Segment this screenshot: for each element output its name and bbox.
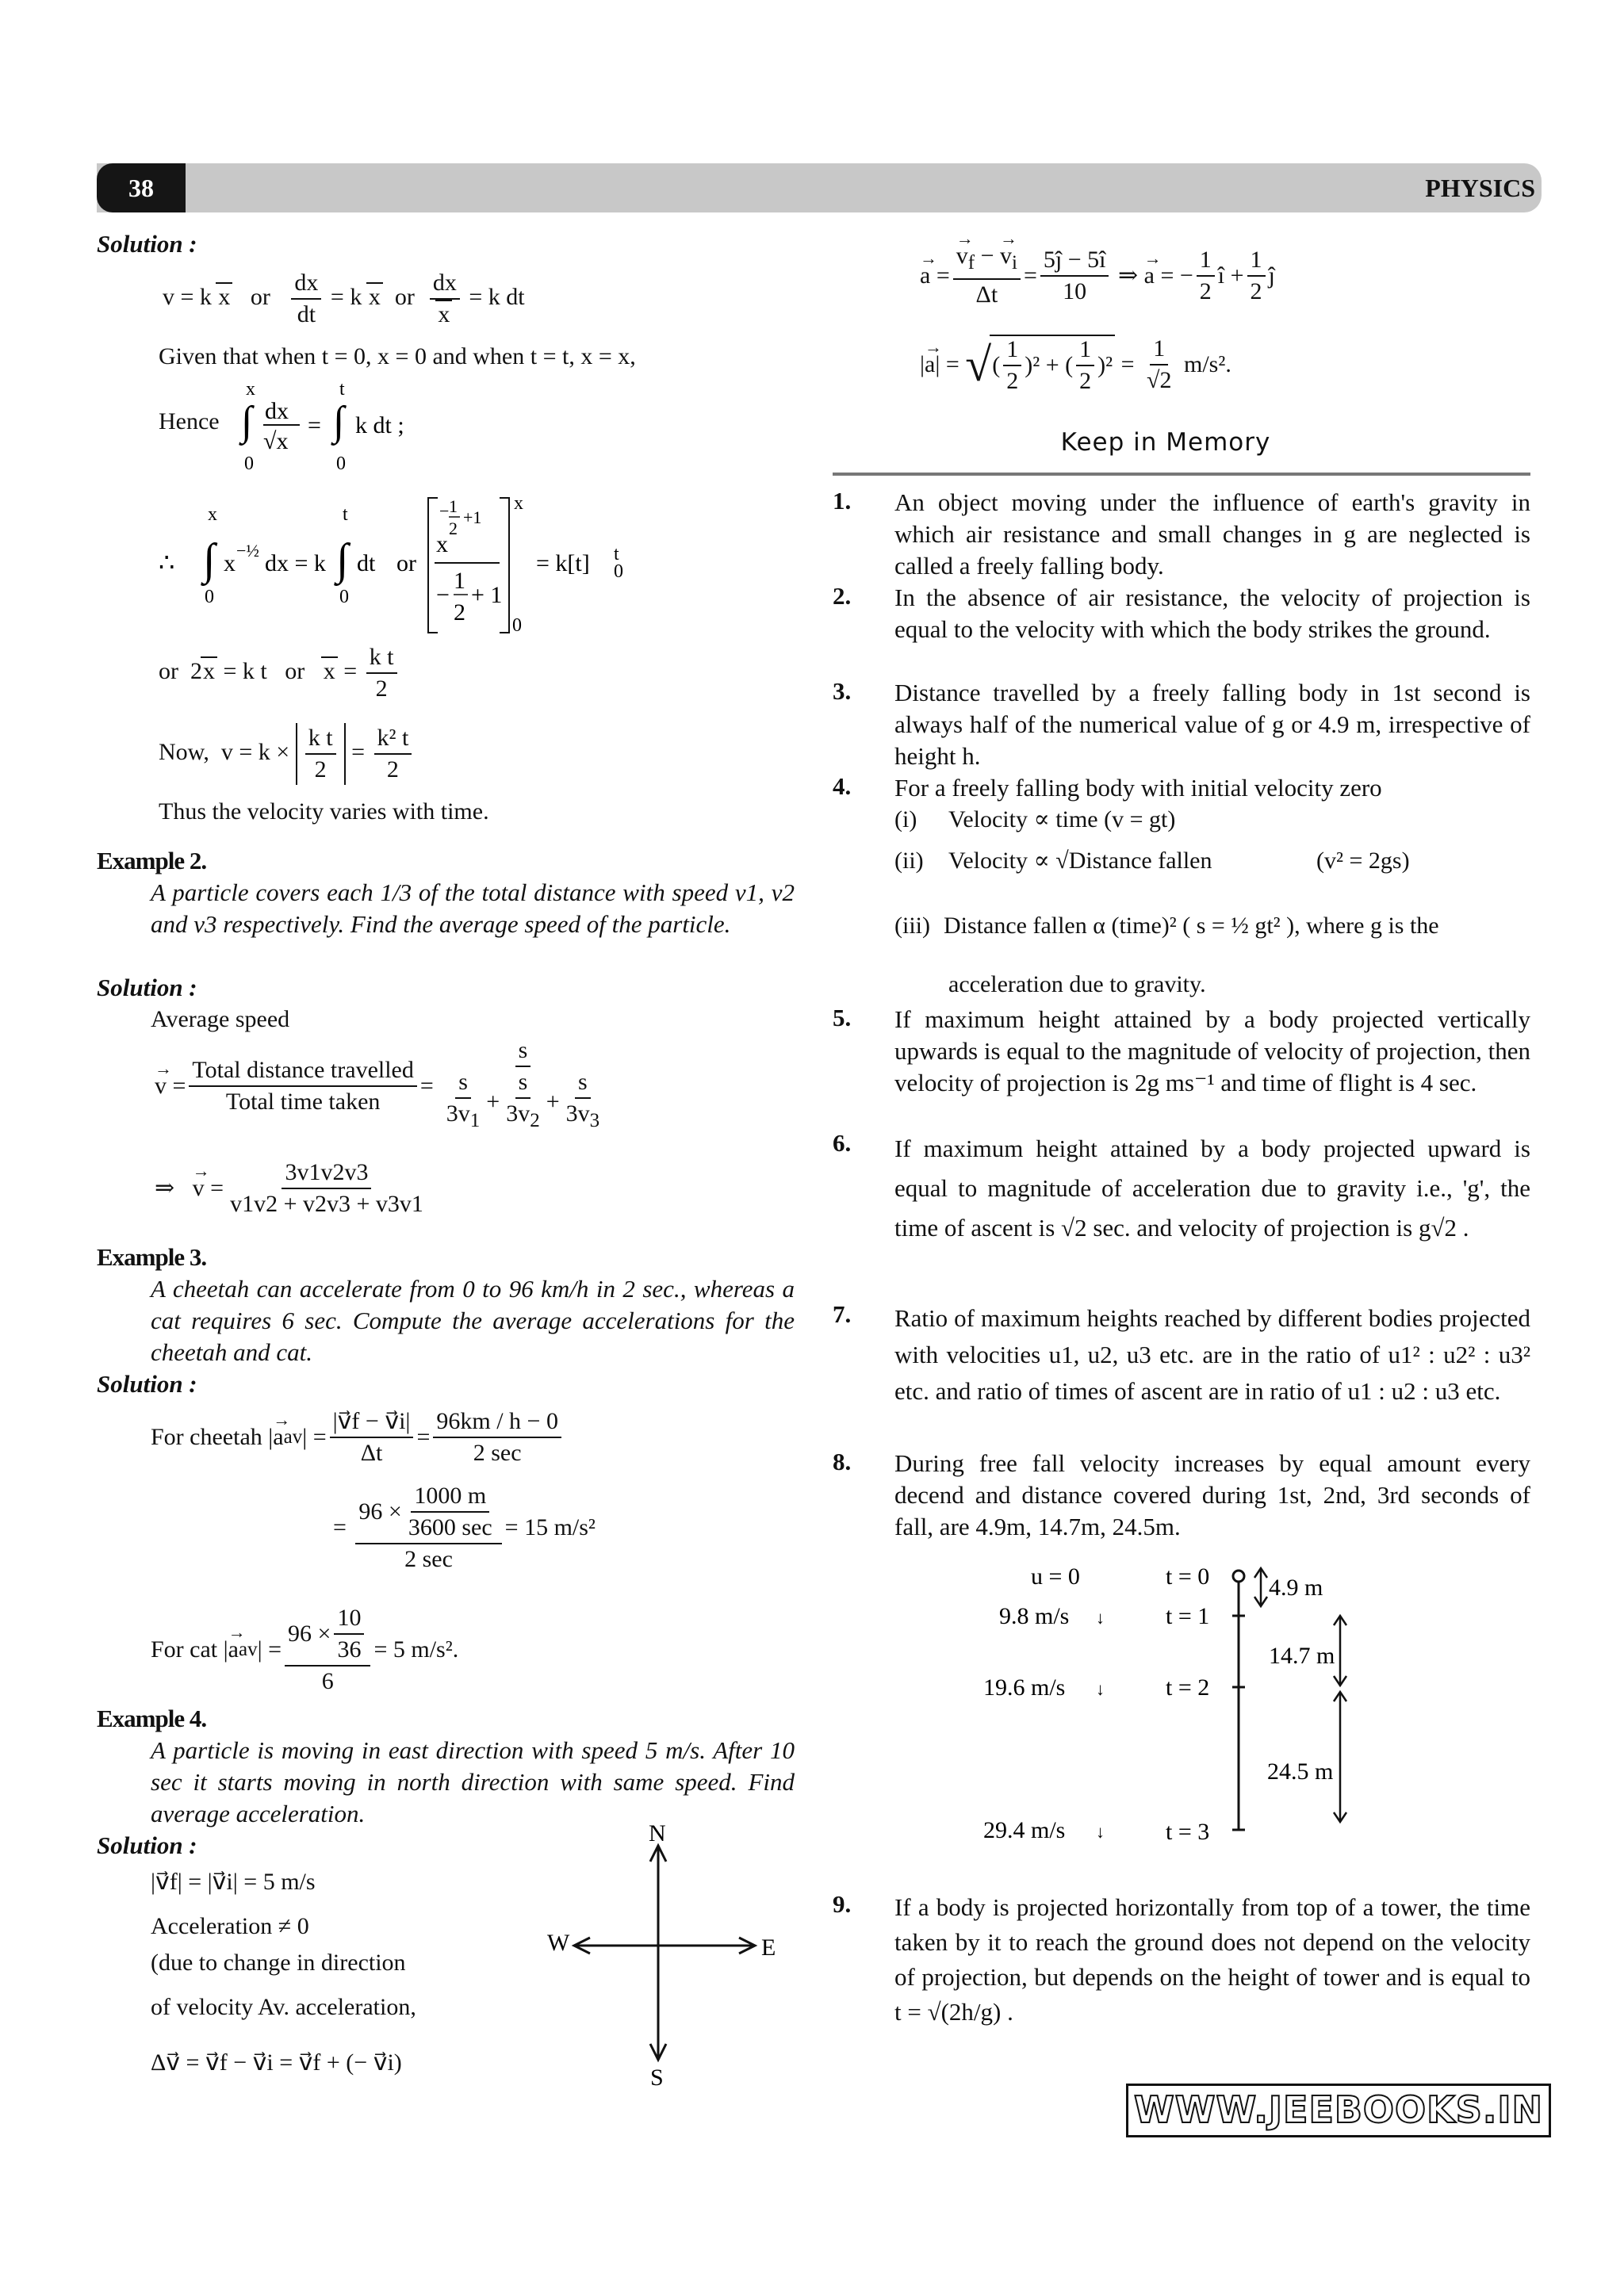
svg-text:↓: ↓: [1096, 1608, 1105, 1628]
velocity-label: 19.6 m/s: [983, 1674, 1066, 1701]
distance-label: 14.7 m: [1269, 1643, 1335, 1669]
example-2-solution-label: Solution :: [97, 974, 197, 1001]
svg-text:dx = k: dx = k: [265, 550, 326, 576]
svg-text:x: x: [224, 550, 236, 576]
velocity-label: 29.4 m/s: [983, 1817, 1066, 1843]
list-item: An object moving under the influence of earth's gravity in which air resistance and small changes in g are neglected is called a freely falling body.: [894, 488, 1530, 580]
example-3-solution-label: Solution :: [97, 1370, 197, 1398]
svg-text:2: 2: [454, 599, 465, 626]
svg-text:2: 2: [449, 519, 458, 538]
distance-label: 4.9 m: [1269, 1575, 1323, 1601]
svg-text:x: x: [514, 493, 523, 514]
acceleration-nonzero-line: Acceleration ≠ 0: [151, 1913, 309, 1939]
list-item: If maximum height attained by a body projected upward is equal to magnitude of acceleration due to gravity i.e., 'g', the time of ascent is √2 sec. and velocity of projection is g√2 .: [894, 1135, 1530, 1242]
average-speed-label: Average speed: [151, 1006, 290, 1032]
list-item: In the absence of air resistance, the velocity of projection is equal to the velocity with which the body strikes the ground.: [894, 584, 1530, 643]
svg-text:0: 0: [512, 615, 522, 634]
list-item: Distance travelled by a freely falling body in 1st second is always half of the numerical value of g or 4.9 m, irrespective of height h.: [894, 679, 1530, 770]
svg-text:or: or: [396, 550, 416, 576]
total-distance-text: Total distance travelled: [189, 1057, 416, 1087]
svg-text:∫: ∫: [203, 535, 216, 584]
velocity-conclusion: Thus the velocity varies with time.: [159, 798, 489, 825]
example-2-label: Example 2.: [97, 847, 207, 874]
cheetah-conversion-equation: = 96 × $\frac{1000 m}{3600 \sec}$ 2 sec = 15 m/s²: [333, 1483, 596, 1572]
example-4-text: A particle is moving in east direction with speed 5 m/s. After 10 sec it starts moving in north direction with same speed. Find average acceleration.: [151, 1736, 795, 1827]
list-item-number: 9.: [833, 1890, 852, 1918]
therefore-integral-equation: [159, 492, 650, 634]
sub-item-number: (ii): [894, 848, 924, 874]
example-3-text: A cheetah can accelerate from 0 to 96 km/h in 2 sec., whereas a cat requires 6 sec. Compute the average accelerations for the cheetah and cat.: [151, 1275, 795, 1366]
svg-text:+ 1: + 1: [471, 582, 503, 608]
average-speed-equation: → v = $\frac{\text{Total distance travelled}}{\text{Total time taken}}$ = s $\frac{s}{3v_1}$ + $\frac{s}{3v_2}$ + $\frac{s}{3v_3}$: [155, 1037, 612, 1135]
list-item: If maximum height attained by a body projected vertically upwards is equal to the magnitude of velocity of projection, then velocity of projection is 2g ms⁻¹ and time of flight is 4 sec.: [894, 1005, 1530, 1096]
header-bar: [97, 163, 1542, 212]
list-item: During free fall velocity increases by equal amount every decend and distance covered during 1st, 2nd, 3rd seconds of fall, are 4.9m, 14.7m, 24.5m.: [894, 1449, 1530, 1540]
time-label: t = 0: [1166, 1563, 1210, 1590]
example-4-solution-label: Solution :: [97, 1831, 197, 1859]
keep-in-memory-rule: [833, 473, 1530, 476]
example-3-label: Example 3.: [97, 1243, 207, 1271]
svg-text:= k[t]: = k[t]: [536, 550, 590, 576]
velocity-av-acceleration-line: of velocity Av. acceleration,: [151, 1994, 416, 2020]
svg-text:+1: +1: [463, 507, 482, 527]
sub-item: Distance fallen α (time)² ( s = ½ gt² ), where g is the: [944, 913, 1439, 939]
svg-text:dt: dt: [357, 550, 376, 576]
sub-item-number: (iii): [894, 913, 930, 939]
cat-acceleration-equation: For cat | → a av | = 96 × $\frac{10}{36}$ 6 = 5 m/s².: [151, 1605, 458, 1695]
svg-text:−½: −½: [236, 541, 259, 561]
svg-text:k dt ;: k dt ;: [355, 412, 404, 438]
watermark-logo: WWW.JEEBOOKS.IN: [1126, 2084, 1551, 2137]
svg-text:0: 0: [244, 453, 254, 474]
svg-text:x: x: [208, 504, 217, 525]
list-item: Ratio of maximum heights reached by different bodies projected with velocities u1, u2, u3 etc. are in the ratio of u1² : u2² : u3² etc. and ratio of times of ascent are in ratio of u1 : u2 : u3 etc.: [894, 1304, 1530, 1405]
compass-east: E: [761, 1934, 776, 1961]
hence-label: Hence: [159, 408, 220, 434]
list-item-number: 2.: [833, 582, 852, 610]
example-2-text: A particle covers each 1/3 of the total distance with speed v1, v2 and v3 respectively. Find the average speed of the particle.: [151, 878, 795, 938]
average-speed-result: ⇒ → v = $\frac{3v1v2v3}{v1v2 + v2v3 + v3v1}$: [155, 1159, 430, 1218]
sub-item: Velocity ∝ time (v = gt): [948, 806, 1176, 832]
acceleration-vector-equation: → a = → $\frac{v_f - \to v_i}{\Delta t}$ = $\frac{5ĵ - 5î}{10}$ ⇒ → a = − $\frac{1}{2}$ î + $\frac{1}{2}$ ĵ: [920, 243, 1275, 308]
page-number: 38: [97, 163, 186, 212]
list-item-number: 4.: [833, 772, 852, 800]
compass-west: W: [547, 1930, 570, 1956]
svg-text:x: x: [436, 531, 448, 557]
time-label: t = 3: [1166, 1819, 1210, 1845]
svg-text:↓: ↓: [1096, 1679, 1105, 1699]
svg-text:t: t: [614, 544, 619, 564]
now-v-equation: Now, v = k × $\frac{\text{k t}}{2}$ = $\frac{\text{k² t}}{2}$: [159, 723, 415, 785]
svg-text:∴: ∴: [159, 548, 175, 576]
solution-label: Solution :: [97, 230, 197, 258]
list-item-number: 3.: [833, 677, 852, 705]
svg-text:t: t: [343, 504, 348, 525]
svg-text:0: 0: [336, 453, 346, 474]
compass-south: S: [650, 2064, 664, 2090]
equation-v-equals-k-root-x: v = k x or $\frac{dx}{dt}$ = k x or $\frac{dx}{x}$ = k dt: [163, 270, 525, 327]
svg-text:−: −: [436, 582, 450, 608]
svg-text:0: 0: [339, 587, 349, 607]
cheetah-acceleration-equation: For cheetah | → a av | = $\frac{|v⃗f - v⃗i|}{\Delta t}$ = $\frac{96km / h - 0}{2 \sec}$: [151, 1408, 565, 1467]
sub-item-aside: (v² = 2gs): [1316, 848, 1410, 874]
total-time-text: Total time taken: [225, 1088, 381, 1115]
list-item: For a freely falling body with initial velocity zero: [894, 774, 1382, 802]
header-title: PHYSICS: [1425, 174, 1535, 202]
svg-text:∫: ∫: [333, 399, 345, 444]
free-fall-diagram: [975, 1560, 1388, 1846]
example-4-label: Example 4.: [97, 1705, 207, 1732]
list-item-number: 7.: [833, 1300, 852, 1328]
velocity-label: 9.8 m/s: [999, 1603, 1070, 1629]
time-label: t = 2: [1166, 1674, 1210, 1701]
compass-diagram: [523, 1820, 793, 2090]
list-item: If a body is projected horizontally from top of a tower, the time taken by it to reach the ground does not depend on the velocity of projection, but depends on the height of tower and is equal to t = √(2h/g) .: [894, 1893, 1530, 2026]
svg-text:−: −: [439, 501, 450, 521]
svg-text:↓: ↓: [1096, 1822, 1105, 1842]
svg-text:t: t: [339, 379, 345, 400]
svg-text:x: x: [246, 379, 255, 400]
svg-text:∫: ∫: [241, 399, 253, 444]
distance-label: 24.5 m: [1267, 1758, 1334, 1785]
delta-v-equation: Δv⃗ = v⃗f − v⃗i = v⃗f + (− v⃗i): [151, 2049, 402, 2076]
list-item-number: 8.: [833, 1448, 852, 1475]
velocity-magnitude-line: |v⃗f| = |v⃗i| = 5 m/s: [151, 1869, 316, 1895]
svg-text:dx: dx: [265, 398, 289, 424]
svg-text:0: 0: [205, 587, 214, 607]
sub-item-continuation: acceleration due to gravity.: [948, 971, 1206, 997]
compass-north: N: [649, 1820, 666, 1846]
hence-integral-equation: [238, 373, 460, 476]
sub-item-number: (i): [894, 806, 917, 832]
or-2-root-x-equation: or 2x = k t or x = $\frac{\text{k t}}{2}$: [159, 644, 400, 702]
svg-text:1: 1: [454, 568, 465, 594]
svg-text:1: 1: [449, 496, 458, 516]
svg-text:0: 0: [614, 561, 623, 582]
svg-text:∫: ∫: [336, 535, 349, 584]
list-item-number: 1.: [833, 487, 852, 515]
list-item-number: 6.: [833, 1129, 852, 1157]
svg-text:√x: √x: [263, 428, 289, 454]
sub-item: Velocity ∝ √Distance fallen: [948, 848, 1212, 874]
list-item-number: 5.: [833, 1004, 852, 1031]
svg-text:=: =: [308, 412, 321, 438]
given-condition-text: Given that when t = 0, x = 0 and when t = t, x = x,: [159, 343, 636, 369]
keep-in-memory-title: Keep in Memory: [1060, 428, 1271, 457]
acceleration-magnitude-equation: | → a | = √ ( $\frac{1}{2}$ )² + ( $\frac{1}{2}$ )² = $\frac{1}{√2}$ m/s².: [920, 335, 1231, 395]
time-label: t = 1: [1166, 1603, 1210, 1629]
direction-change-line: (due to change in direction: [151, 1950, 406, 1976]
velocity-label: u = 0: [1031, 1563, 1080, 1590]
